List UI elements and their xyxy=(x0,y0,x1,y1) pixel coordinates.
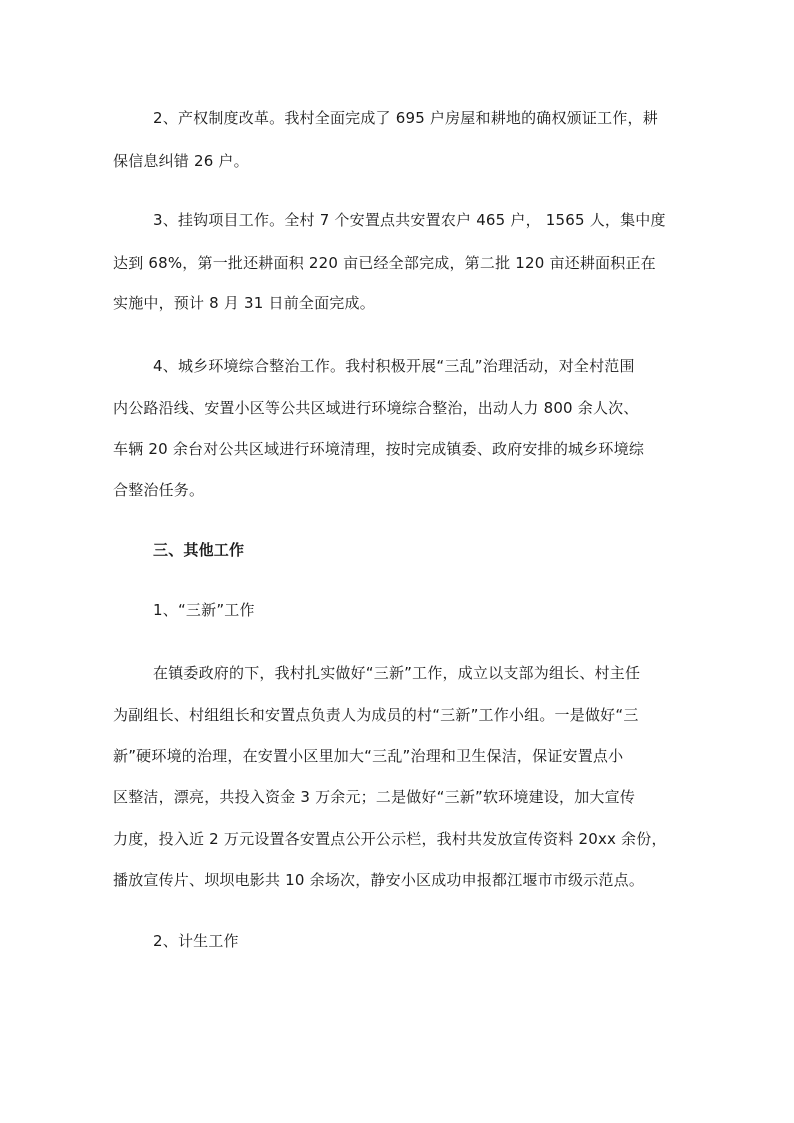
paragraph-2-line-1: 2、产权制度改革。我村全面完成了 695 户房屋和耕地的确权颁证工作，耕 xyxy=(153,109,658,127)
paragraph-3-line-2: 达到 68%，第一批还耕面积 220 亩已经全部完成，第二批 120 亩还耕面积正在 xyxy=(113,254,656,272)
paragraph-3-line-1: 3、挂钩项目工作。全村 7 个安置点共安置农户 465 户， 1565 人，集中度 xyxy=(153,211,666,229)
paragraph-4-line-4: 合整治任务。 xyxy=(113,481,205,499)
paragraph-2-line-2: 保信息纠错 26 户。 xyxy=(113,152,249,170)
document-page xyxy=(113,0,683,1123)
paragraph-three-new-line-3: 新”硬环境的治理，在安置小区里加大“三乱”治理和卫生保洁，保证安置点小 xyxy=(113,747,624,765)
paragraph-three-new-line-6: 播放宣传片、坝坝电影共 10 余场次，静安小区成功申报都江堰市市级示范点。 xyxy=(113,871,645,889)
paragraph-4-line-1: 4、城乡环境综合整治工作。我村积极开展“三乱”治理活动，对全村范围 xyxy=(153,357,635,375)
paragraph-three-new-line-1: 在镇委政府的下，我村扎实做好“三新”工作，成立以支部为组长、村主任 xyxy=(153,664,641,682)
paragraph-3-line-3: 实施中，预计 8 月 31 日前全面完成。 xyxy=(113,294,375,312)
subsection-heading-family-planning: 2、计生工作 xyxy=(153,932,239,950)
paragraph-three-new-line-2: 为副组长、村组组长和安置点负责人为成员的村“三新”工作小组。一是做好“三 xyxy=(113,706,639,724)
paragraph-three-new-line-4: 区整洁，漂亮，共投入资金 3 万余元；二是做好“三新”软环境建设，加大宣传 xyxy=(113,788,636,806)
section-heading-other-work: 三、其他工作 xyxy=(153,541,245,559)
paragraph-4-line-3: 车辆 20 余台对公共区域进行环境清理，按时完成镇委、政府安排的城乡环境综 xyxy=(113,440,645,458)
paragraph-4-line-2: 内公路沿线、安置小区等公共区域进行环境综合整治，出动人力 800 余人次、 xyxy=(113,399,639,417)
paragraph-three-new-line-5: 力度，投入近 2 万元设置各安置点公开公示栏，我村共发放宣传资料 20xx 余份， xyxy=(113,830,667,848)
subsection-heading-three-new: 1、“三新”工作 xyxy=(153,601,255,619)
